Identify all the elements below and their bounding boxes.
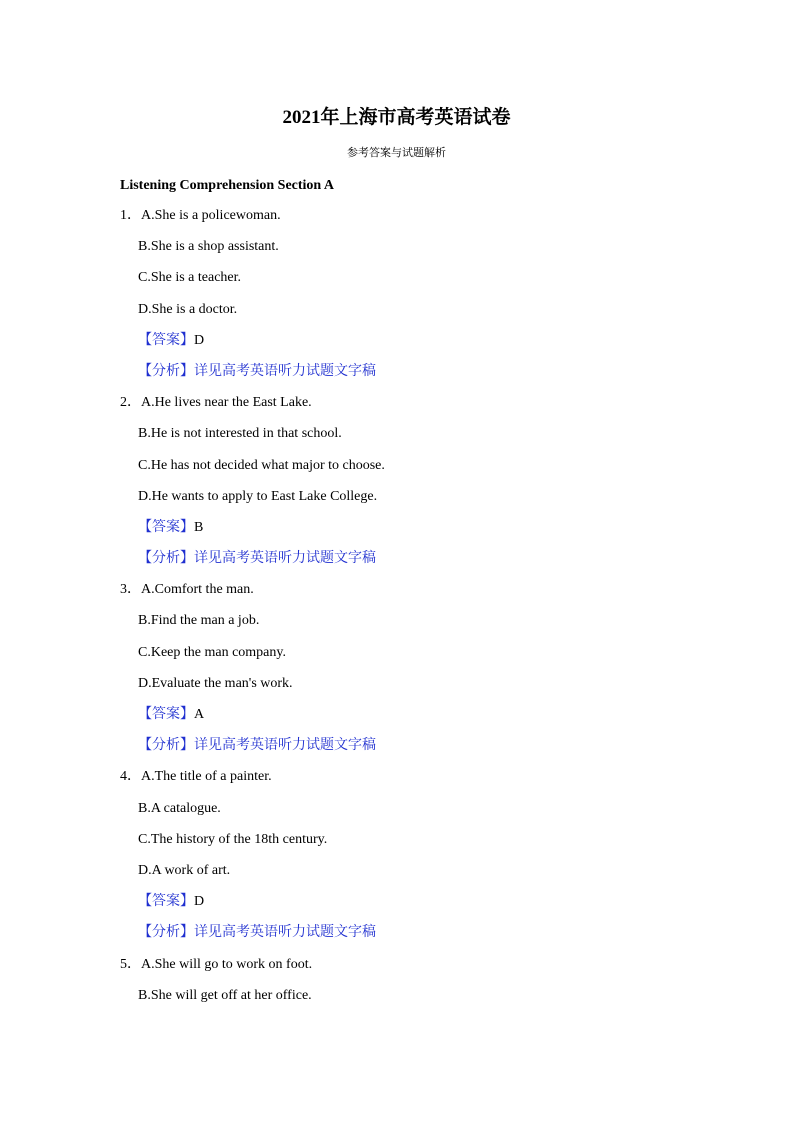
question-2-option-d: D.He wants to apply to East Lake College. (138, 488, 378, 504)
option-text: A.She will go to work on foot. (141, 956, 313, 972)
question-1-answer (120, 331, 680, 362)
analysis-text: 详见高考英语听力试题文字稿 (194, 738, 376, 754)
question-5-option-b: B.She will get off at her office. (138, 987, 312, 1003)
option-text: A.The title of a painter. (141, 769, 272, 785)
page-title: 2021年上海市高考英语试卷 (282, 107, 511, 128)
analysis-label: 【分析】 (138, 738, 194, 754)
option-text: A.He lives near the East Lake. (141, 395, 312, 411)
question-3-option-c: C.Keep the man company. (138, 644, 286, 660)
question-1-option-b: B.She is a shop assistant. (138, 239, 279, 255)
question-3-option-b: B.Find the man a job. (138, 613, 260, 629)
question-2-option-c: C.He has not decided what major to choose. (138, 457, 385, 473)
question-5-option-a (120, 955, 680, 986)
answer-value: D (194, 332, 205, 348)
question-4-analysis (120, 923, 680, 954)
option-text: A.She is a policewoman. (141, 208, 281, 223)
question-number: 2． (120, 395, 141, 411)
analysis-text: 详见高考英语听力试题文字稿 (194, 925, 376, 941)
question-4-option-d: D.A work of art. (138, 862, 231, 878)
analysis-label: 【分析】 (138, 551, 194, 567)
analysis-text: 详见高考英语听力试题文字稿 (194, 363, 376, 379)
answer-label: 【答案】 (138, 332, 194, 348)
option-text: A.Comfort the man. (141, 582, 254, 598)
question-4-option-a (120, 767, 680, 798)
question-3-analysis (120, 736, 680, 767)
question-3-option-a (120, 580, 680, 611)
answer-label: 【答案】 (138, 707, 194, 722)
answer-value: A (194, 707, 205, 722)
question-3-answer (120, 705, 680, 736)
question-number: 1． (120, 208, 141, 223)
question-1-option-d: D.She is a doctor. (138, 301, 238, 317)
answer-value: D (194, 894, 205, 910)
question-1-analysis (120, 362, 680, 393)
answer-value: B (194, 519, 204, 535)
question-2-option-b: B.He is not interested in that school. (138, 426, 342, 442)
question-number: 4． (120, 769, 141, 785)
analysis-label: 【分析】 (138, 363, 194, 379)
page-subtitle: 参考答案与试题解析 (347, 147, 446, 159)
question-1-option-a (120, 206, 680, 237)
question-4-option-b: B.A catalogue. (138, 800, 221, 816)
answer-label: 【答案】 (138, 519, 194, 535)
analysis-label: 【分析】 (138, 925, 194, 941)
section-heading: Listening Comprehension Section A (120, 178, 335, 193)
question-2-answer (120, 518, 680, 549)
question-number: 5． (120, 956, 141, 972)
question-number: 3． (120, 582, 141, 598)
question-1-option-c: C.She is a teacher. (138, 270, 242, 286)
question-4-answer (120, 892, 680, 923)
question-list (120, 206, 680, 1017)
answer-label: 【答案】 (138, 894, 194, 910)
question-2-analysis (120, 549, 680, 580)
question-2-option-a (120, 393, 680, 424)
question-4-option-c: C.The history of the 18th century. (138, 831, 328, 847)
question-3-option-d: D.Evaluate the man's work. (138, 675, 293, 691)
analysis-text: 详见高考英语听力试题文字稿 (194, 551, 376, 567)
